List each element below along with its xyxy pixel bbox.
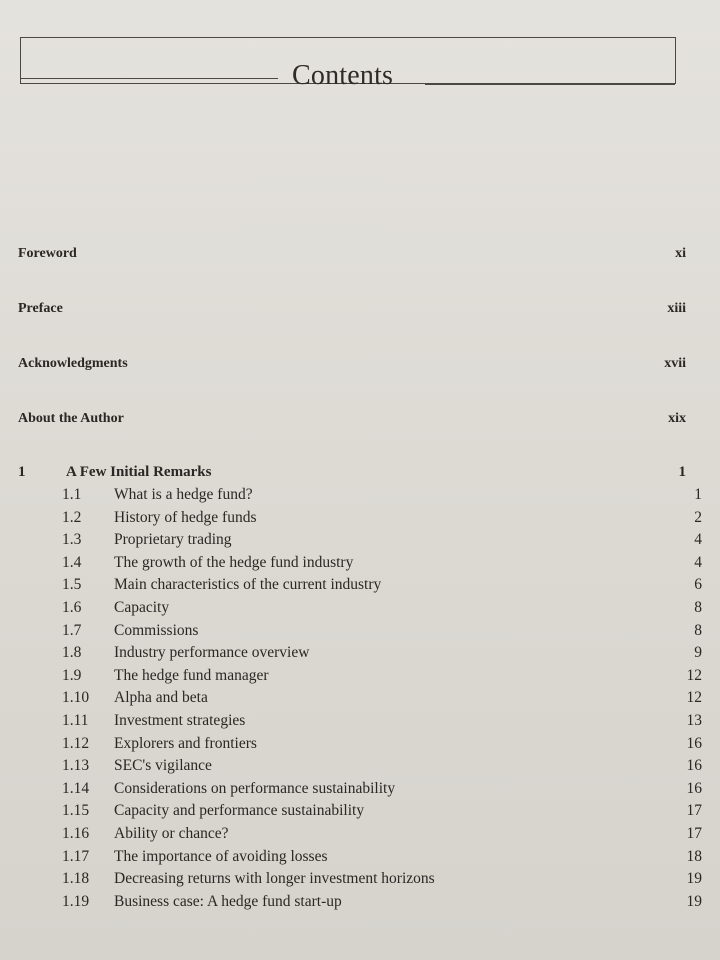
section-number: 1.7 [62, 621, 82, 639]
toc-section-row [62, 622, 702, 644]
toc-entry-page: xiii [667, 301, 686, 316]
section-title: The hedge fund manager [114, 666, 269, 684]
toc-section-row [62, 848, 702, 870]
toc-section-row [62, 576, 702, 598]
section-page: 8 [694, 621, 702, 639]
section-number: 1.11 [62, 712, 89, 729]
section-title: SEC's vigilance [114, 757, 212, 775]
section-page: 1 [694, 486, 702, 503]
section-title: Commissions [114, 621, 199, 639]
section-title: Alpha and beta [114, 689, 208, 707]
section-number: 1.15 [62, 802, 90, 820]
section-title: The growth of the hedge fund industry [114, 553, 354, 571]
section-number: 1.8 [62, 644, 82, 662]
section-number: 1.2 [62, 508, 82, 526]
section-page: 16 [686, 757, 702, 775]
section-title: History of hedge funds [114, 508, 257, 526]
toc-section-row [62, 712, 702, 734]
section-page: 6 [694, 576, 702, 594]
toc-section-row [62, 780, 702, 802]
toc-entry-page: xi [675, 246, 686, 261]
section-title: Explorers and frontiers [114, 734, 257, 752]
section-number: 1.9 [62, 666, 82, 684]
toc-section-row [62, 689, 702, 711]
section-title: The importance of avoiding losses [114, 847, 328, 865]
section-number: 1.18 [62, 870, 90, 888]
section-number: 1.10 [62, 689, 90, 707]
section-title: What is a hedge fund? [114, 486, 253, 503]
toc-entry-acknowledgments [18, 356, 690, 378]
section-number: 1.6 [62, 599, 82, 616]
section-page: 8 [694, 599, 702, 616]
toc-entry-label: Preface [18, 301, 63, 316]
toc-section-row [62, 509, 702, 531]
section-number: 1.3 [62, 531, 82, 549]
toc-section-row [62, 486, 702, 508]
title-rule-right [425, 84, 675, 85]
section-title: Proprietary trading [114, 531, 232, 549]
toc-entry-label: Acknowledgments [18, 356, 128, 371]
section-title: Decreasing returns with longer investment horizons [114, 870, 435, 888]
section-title: Main characteristics of the current industry [114, 576, 382, 594]
toc-entry-label: Foreword [18, 246, 77, 261]
section-page: 19 [686, 870, 702, 888]
section-page: 16 [686, 779, 702, 797]
section-title: Industry performance overview [114, 644, 310, 662]
chapter-number: 1 [18, 464, 26, 480]
section-page: 17 [686, 802, 702, 820]
section-page: 16 [686, 734, 702, 752]
toc-chapter-1 [18, 464, 698, 484]
toc-section-row [62, 735, 702, 757]
toc-section-row [62, 802, 702, 824]
section-number: 1.12 [62, 734, 90, 752]
section-title: Business case: A hedge fund start-up [114, 892, 342, 910]
section-title: Capacity [114, 599, 170, 616]
section-number: 1.4 [62, 553, 82, 571]
toc-section-row [62, 644, 702, 666]
section-page: 12 [686, 689, 702, 707]
section-page: 9 [694, 644, 702, 662]
section-page: 19 [686, 892, 702, 910]
section-number: 1.5 [62, 576, 82, 594]
toc-section-row [62, 599, 702, 621]
toc-section-row [62, 667, 702, 689]
toc-entry-page: xix [668, 411, 686, 426]
section-page: 18 [686, 847, 702, 865]
section-number: 1.14 [62, 779, 90, 797]
chapter-title: A Few Initial Remarks [66, 464, 212, 480]
section-page: 17 [686, 825, 702, 842]
toc-entry-foreword [18, 246, 690, 268]
section-number: 1.17 [62, 847, 90, 865]
toc-entry-about-author [18, 411, 690, 433]
page-title: Contents [292, 60, 394, 91]
title-rule-left [21, 78, 278, 79]
toc-section-row [62, 757, 702, 779]
section-page: 12 [686, 666, 702, 684]
section-number: 1.19 [62, 892, 90, 910]
section-number: 1.13 [62, 757, 90, 775]
section-page: 2 [694, 508, 702, 526]
section-title: Investment strategies [114, 712, 246, 729]
chapter-page: 1 [678, 464, 686, 480]
section-title: Considerations on performance sustainability [114, 779, 396, 797]
toc-section-row [62, 554, 702, 576]
toc-section-row [62, 870, 702, 892]
section-page: 4 [694, 531, 702, 549]
toc-section-row [62, 531, 702, 553]
toc-section-row [62, 893, 702, 915]
section-title: Ability or chance? [114, 825, 229, 842]
toc-entry-page: xvii [664, 356, 686, 371]
toc-section-row [62, 825, 702, 847]
section-page: 13 [686, 712, 702, 729]
section-number: 1.16 [62, 825, 90, 842]
section-page: 4 [694, 553, 702, 571]
toc-entry-preface [18, 301, 690, 323]
section-number: 1.1 [62, 486, 82, 503]
toc-entry-label: About the Author [18, 411, 124, 426]
section-title: Capacity and performance sustainability [114, 802, 365, 820]
